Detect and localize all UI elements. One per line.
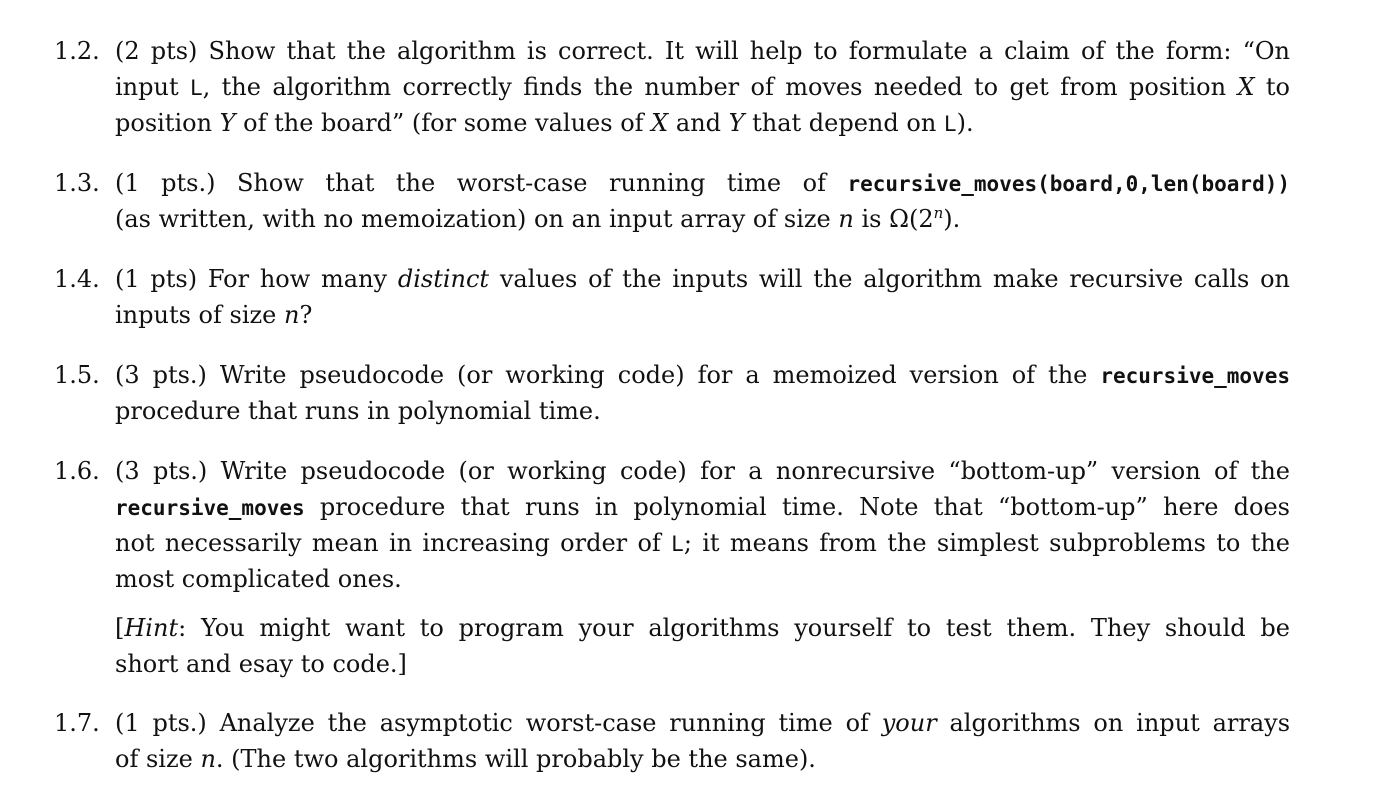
- hint-paragraph: [115, 610, 1290, 682]
- emphasis-span: distinct: [397, 265, 490, 293]
- problem-number: 1.2.: [54, 37, 100, 65]
- text-line: [115, 261, 1290, 297]
- text-span: ).: [943, 205, 961, 233]
- math-variable: Y: [219, 109, 236, 137]
- hint-label: Hint: [124, 614, 179, 642]
- problem-text: [115, 357, 1290, 429]
- problem-text: [115, 33, 1290, 141]
- problem-number: 1.7.: [54, 709, 100, 737]
- text-line: [115, 646, 1290, 682]
- text-span: and: [668, 109, 729, 137]
- text-span: procedure that runs in polynomial time.: [115, 397, 601, 425]
- text-span: ; it means from the simplest subproblems to the: [683, 529, 1291, 557]
- text-span: inputs of size: [115, 301, 284, 329]
- text-span: : You might want to program your algorithms yourself to test them. They should be: [178, 614, 1290, 642]
- text-span: short and esay to code.]: [115, 650, 407, 678]
- text-line: [115, 561, 1290, 597]
- problem-number: 1.3.: [54, 169, 100, 197]
- text-span: . (The two algorithms will probably be the same).: [215, 745, 816, 773]
- text-line: [115, 705, 1290, 741]
- text-span: (3 pts.) Write pseudocode (or working code) for a nonrecursive “bottom-up” version of the: [115, 457, 1290, 485]
- text-line: [115, 489, 1290, 525]
- math-variable: X: [651, 109, 669, 137]
- text-span: ).: [956, 109, 974, 137]
- text-span: not necessarily mean in increasing order of: [115, 529, 672, 557]
- text-span: (1 pts) For how many: [115, 265, 398, 293]
- text-line: [115, 453, 1290, 489]
- text-line: [115, 33, 1290, 69]
- emphasis-span: your: [881, 709, 937, 737]
- text-span: values of the inputs will the algorithm make recursive calls on: [489, 265, 1290, 293]
- text-span: of the board” (for some values of: [235, 109, 652, 137]
- text-line: [115, 610, 1290, 646]
- text-span: (3 pts.) Write pseudocode (or working code) for a memoized version of the: [115, 361, 1101, 389]
- math-variable: X: [1237, 73, 1255, 101]
- text-span: ?: [299, 301, 313, 329]
- problem-text: [115, 261, 1290, 333]
- text-span: [: [115, 614, 125, 642]
- text-span: algorithms on input arrays: [936, 709, 1291, 737]
- text-span: of size: [115, 745, 201, 773]
- problem-number: 1.5.: [54, 361, 100, 389]
- text-span: input: [115, 73, 190, 101]
- problem-text: [115, 165, 1290, 237]
- text-span: is Ω(2: [853, 205, 934, 233]
- code-span: recursive_moves: [1100, 364, 1290, 388]
- problem-text: [115, 453, 1290, 597]
- text-span: (1 pts.) Show that the worst-case running time of: [115, 169, 848, 197]
- code-span: L: [943, 112, 957, 136]
- text-line: [115, 165, 1290, 201]
- text-line: [115, 69, 1290, 105]
- math-superscript: n: [933, 204, 944, 222]
- math-variable: Y: [728, 109, 745, 137]
- text-span: , the algorithm correctly finds the number of moves needed to get from position: [202, 73, 1238, 101]
- text-span: position: [115, 109, 220, 137]
- code-span: recursive_moves(board,0,len(board)): [847, 172, 1290, 196]
- text-line: [115, 297, 1290, 333]
- problem-number: 1.6.: [54, 457, 100, 485]
- text-span: that depend on: [744, 109, 944, 137]
- text-span: (1 pts.) Analyze the asymptotic worst-case running time of: [115, 709, 882, 737]
- problem-text: [115, 705, 1290, 777]
- math-variable: n: [283, 301, 300, 329]
- code-span: L: [189, 76, 203, 100]
- code-span: recursive_moves: [115, 496, 305, 520]
- math-variable: n: [200, 745, 216, 773]
- text-line: [115, 201, 1290, 237]
- problem-number: 1.4.: [54, 265, 100, 293]
- code-span: L: [671, 532, 684, 556]
- math-variable: n: [838, 205, 854, 233]
- text-line: [115, 357, 1290, 393]
- text-line: [115, 741, 1290, 777]
- text-line: [115, 393, 1290, 429]
- text-line: [115, 525, 1290, 561]
- text-span: to: [1254, 73, 1290, 101]
- text-span: most complicated ones.: [115, 565, 402, 593]
- text-line: [115, 105, 1290, 141]
- text-span: (2 pts) Show that the algorithm is correct. It will help to formulate a claim of the form: “On: [115, 37, 1290, 65]
- text-span: (as written, with no memoization) on an input array of size: [115, 205, 839, 233]
- text-span: procedure that runs in polynomial time. Note that “bottom-up” here does: [304, 493, 1290, 521]
